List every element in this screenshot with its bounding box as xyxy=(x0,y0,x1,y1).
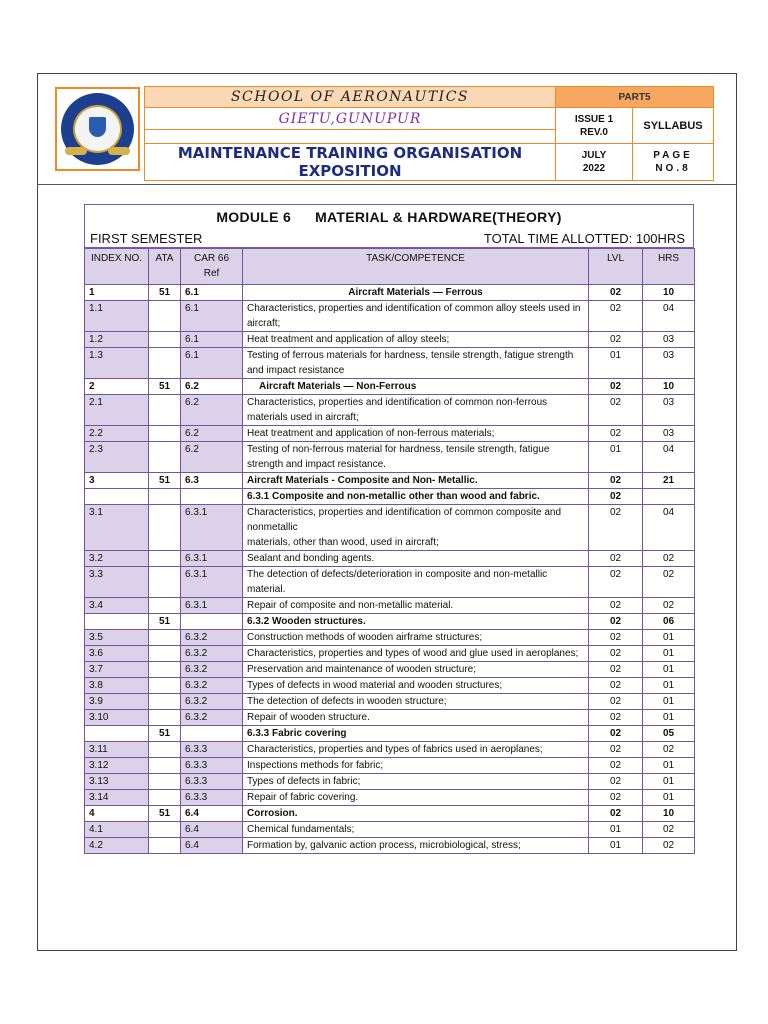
cell-hrs: 01 xyxy=(643,662,695,678)
col-lvl: LVL xyxy=(589,249,643,285)
cell-ata xyxy=(149,551,181,567)
cell-car: 6.4 xyxy=(181,822,243,838)
cell-ata xyxy=(149,426,181,442)
cell-task: 6.3.2 Wooden structures. xyxy=(243,614,589,630)
cell-ata xyxy=(149,838,181,854)
table-row xyxy=(85,505,695,551)
table-row xyxy=(85,614,695,630)
cell-hrs: 01 xyxy=(643,774,695,790)
cell-ata: 51 xyxy=(149,614,181,630)
table-row xyxy=(85,348,695,379)
cell-ata xyxy=(149,790,181,806)
table-row xyxy=(85,806,695,822)
cell-hrs: 01 xyxy=(643,710,695,726)
cell-ata xyxy=(149,630,181,646)
document-header xyxy=(144,86,714,181)
table-row xyxy=(85,473,695,489)
cell-car: 6.3.2 xyxy=(181,678,243,694)
cell-lvl: 02 xyxy=(589,395,643,426)
cell-hrs: 03 xyxy=(643,395,695,426)
cell-car: 6.3.2 xyxy=(181,694,243,710)
cell-ata xyxy=(149,348,181,379)
table-row xyxy=(85,489,695,505)
cell-task: Types of defects in fabric; xyxy=(243,774,589,790)
cell-task: Characteristics, properties and identification of common non-ferrous materials used in aircraft; xyxy=(243,395,589,426)
cell-car: 6.4 xyxy=(181,806,243,822)
cell-index: 3.9 xyxy=(85,694,149,710)
cell-lvl: 02 xyxy=(589,301,643,332)
cell-index: 3.4 xyxy=(85,598,149,614)
cell-index: 3.8 xyxy=(85,678,149,694)
cell-hrs: 03 xyxy=(643,332,695,348)
cell-index xyxy=(85,726,149,742)
cell-task: Corrosion. xyxy=(243,806,589,822)
table-row xyxy=(85,379,695,395)
cell-car: 6.3.2 xyxy=(181,662,243,678)
cell-car: 6.3.2 xyxy=(181,646,243,662)
cell-index: 1 xyxy=(85,285,149,301)
organisation-title: MAINTENANCE TRAINING ORGANISATION EXPOSITION xyxy=(145,144,556,181)
cell-hrs: 02 xyxy=(643,822,695,838)
cell-ata: 51 xyxy=(149,473,181,489)
cell-task: Types of defects in wood material and wooden structures; xyxy=(243,678,589,694)
cell-ata xyxy=(149,301,181,332)
cell-index: 2.2 xyxy=(85,426,149,442)
module-heading xyxy=(84,204,694,248)
part-label: PART5 xyxy=(556,87,714,108)
col-ata: ATA xyxy=(149,249,181,285)
cell-ata xyxy=(149,442,181,473)
cell-index: 3.1 xyxy=(85,505,149,551)
cell-task: Heat treatment and application of non-ferrous materials; xyxy=(243,426,589,442)
semester-label: FIRST SEMESTER xyxy=(90,231,203,246)
cell-lvl: 02 xyxy=(589,774,643,790)
cell-task: Formation by, galvanic action process, microbiological, stress; xyxy=(243,838,589,854)
cell-hrs: 04 xyxy=(643,301,695,332)
table-row xyxy=(85,598,695,614)
cell-car: 6.3.1 xyxy=(181,551,243,567)
cell-lvl: 02 xyxy=(589,505,643,551)
cell-car xyxy=(181,614,243,630)
cell-ata xyxy=(149,678,181,694)
cell-index: 2 xyxy=(85,379,149,395)
cell-task: Chemical fundamentals; xyxy=(243,822,589,838)
cell-car: 6.2 xyxy=(181,426,243,442)
cell-lvl: 02 xyxy=(589,285,643,301)
cell-ata xyxy=(149,662,181,678)
issue-info: ISSUE 1 REV.0 xyxy=(556,108,633,144)
cell-lvl: 02 xyxy=(589,662,643,678)
table-row xyxy=(85,442,695,473)
cell-car: 6.1 xyxy=(181,332,243,348)
cell-index: 1.3 xyxy=(85,348,149,379)
cell-car: 6.3.2 xyxy=(181,630,243,646)
cell-task: Characteristics, properties and identification of common composite and nonmetallic materials, other than wood, used in aircraft; xyxy=(243,505,589,551)
cell-task: Repair of composite and non-metallic material. xyxy=(243,598,589,614)
cell-index: 3.13 xyxy=(85,774,149,790)
cell-car: 6.3.3 xyxy=(181,790,243,806)
cell-car: 6.2 xyxy=(181,379,243,395)
cell-index xyxy=(85,614,149,630)
cell-index: 3.10 xyxy=(85,710,149,726)
cell-hrs: 01 xyxy=(643,630,695,646)
cell-task: Characteristics, properties and identification of common alloy steels used in aircraft; xyxy=(243,301,589,332)
institute-name: GIETU,GUNUPUR xyxy=(145,108,556,130)
syllabus-label: SYLLABUS xyxy=(633,108,714,144)
cell-hrs: 10 xyxy=(643,806,695,822)
cell-lvl: 01 xyxy=(589,442,643,473)
header-divider xyxy=(37,184,737,185)
cell-task: Characteristics, properties and types of wood and glue used in aeroplanes; xyxy=(243,646,589,662)
cell-ata xyxy=(149,505,181,551)
cell-task: The detection of defects in wooden structure; xyxy=(243,694,589,710)
cell-car: 6.3.3 xyxy=(181,774,243,790)
cell-task: Testing of ferrous materials for hardness, tensile strength, fatigue strength and impact resistance xyxy=(243,348,589,379)
cell-ata xyxy=(149,742,181,758)
cell-hrs: 02 xyxy=(643,551,695,567)
cell-car: 6.3.1 xyxy=(181,567,243,598)
cell-hrs xyxy=(643,489,695,505)
cell-lvl: 02 xyxy=(589,551,643,567)
cell-lvl: 02 xyxy=(589,742,643,758)
table-row xyxy=(85,662,695,678)
cell-car: 6.2 xyxy=(181,395,243,426)
cell-lvl: 02 xyxy=(589,598,643,614)
cell-ata xyxy=(149,332,181,348)
cell-hrs: 04 xyxy=(643,442,695,473)
university-seal-icon xyxy=(61,93,134,165)
cell-lvl: 02 xyxy=(589,726,643,742)
cell-car: 6.3.2 xyxy=(181,710,243,726)
cell-lvl: 02 xyxy=(589,806,643,822)
table-row xyxy=(85,774,695,790)
cell-task: Heat treatment and application of alloy steels; xyxy=(243,332,589,348)
page-number: PAGE NO.8 xyxy=(633,144,714,181)
cell-ata: 51 xyxy=(149,285,181,301)
cell-car: 6.1 xyxy=(181,348,243,379)
cell-task: 6.3.1 Composite and non-metallic other than wood and fabric. xyxy=(243,489,589,505)
cell-car xyxy=(181,489,243,505)
cell-lvl: 02 xyxy=(589,473,643,489)
cell-car: 6.3 xyxy=(181,473,243,489)
cell-car: 6.3.3 xyxy=(181,742,243,758)
cell-lvl: 02 xyxy=(589,694,643,710)
table-row xyxy=(85,710,695,726)
cell-car xyxy=(181,726,243,742)
cell-ata: 51 xyxy=(149,379,181,395)
cell-hrs: 02 xyxy=(643,838,695,854)
cell-hrs: 06 xyxy=(643,614,695,630)
university-logo xyxy=(55,87,140,171)
cell-lvl: 02 xyxy=(589,614,643,630)
cell-index: 4.2 xyxy=(85,838,149,854)
table-row xyxy=(85,551,695,567)
cell-index: 3.3 xyxy=(85,567,149,598)
cell-lvl: 02 xyxy=(589,567,643,598)
cell-task: Repair of wooden structure. xyxy=(243,710,589,726)
cell-lvl: 02 xyxy=(589,790,643,806)
col-hrs: HRS xyxy=(643,249,695,285)
cell-index: 3.2 xyxy=(85,551,149,567)
cell-lvl: 02 xyxy=(589,489,643,505)
cell-ata xyxy=(149,598,181,614)
cell-car: 6.3.3 xyxy=(181,758,243,774)
table-row xyxy=(85,301,695,332)
cell-car: 6.1 xyxy=(181,301,243,332)
table-row xyxy=(85,426,695,442)
cell-task: Repair of fabric covering. xyxy=(243,790,589,806)
cell-ata xyxy=(149,646,181,662)
cell-hrs: 03 xyxy=(643,426,695,442)
cell-hrs: 01 xyxy=(643,694,695,710)
table-row xyxy=(85,630,695,646)
cell-hrs: 02 xyxy=(643,598,695,614)
cell-lvl: 02 xyxy=(589,646,643,662)
cell-index xyxy=(85,489,149,505)
cell-lvl: 02 xyxy=(589,426,643,442)
cell-lvl: 02 xyxy=(589,332,643,348)
cell-task: 6.3.3 Fabric covering xyxy=(243,726,589,742)
table-row xyxy=(85,332,695,348)
cell-hrs: 02 xyxy=(643,742,695,758)
cell-index: 3.14 xyxy=(85,790,149,806)
cell-lvl: 02 xyxy=(589,710,643,726)
cell-hrs: 01 xyxy=(643,758,695,774)
table-row xyxy=(85,726,695,742)
cell-hrs: 21 xyxy=(643,473,695,489)
cell-index: 2.1 xyxy=(85,395,149,426)
table-row xyxy=(85,678,695,694)
cell-task: Aircraft Materials — Non-Ferrous xyxy=(243,379,589,395)
cell-hrs: 01 xyxy=(643,646,695,662)
cell-ata xyxy=(149,694,181,710)
cell-task: Characteristics, properties and types of fabrics used in aeroplanes; xyxy=(243,742,589,758)
cell-hrs: 05 xyxy=(643,726,695,742)
cell-lvl: 02 xyxy=(589,678,643,694)
cell-index: 3 xyxy=(85,473,149,489)
cell-car: 6.2 xyxy=(181,442,243,473)
cell-task: Aircraft Materials — Ferrous xyxy=(243,285,589,301)
col-task: TASK/COMPETENCE xyxy=(243,249,589,285)
table-row xyxy=(85,758,695,774)
cell-task: Aircraft Materials - Composite and Non- Metallic. xyxy=(243,473,589,489)
syllabus-table xyxy=(84,248,695,854)
module-title: MODULE 6 MATERIAL & HARDWARE(THEORY) xyxy=(216,209,562,225)
cell-index: 3.5 xyxy=(85,630,149,646)
school-name: SCHOOL OF AERONAUTICS xyxy=(145,87,556,108)
cell-hrs: 02 xyxy=(643,567,695,598)
cell-task: Construction methods of wooden airframe structures; xyxy=(243,630,589,646)
cell-lvl: 02 xyxy=(589,630,643,646)
cell-index: 4 xyxy=(85,806,149,822)
table-row xyxy=(85,822,695,838)
cell-car: 6.3.1 xyxy=(181,598,243,614)
cell-index: 3.6 xyxy=(85,646,149,662)
cell-lvl: 02 xyxy=(589,758,643,774)
cell-car: 6.3.1 xyxy=(181,505,243,551)
cell-ata xyxy=(149,567,181,598)
table-row xyxy=(85,790,695,806)
table-row xyxy=(85,395,695,426)
cell-car: 6.4 xyxy=(181,838,243,854)
cell-ata: 51 xyxy=(149,806,181,822)
col-index: INDEX NO. xyxy=(85,249,149,285)
cell-lvl: 01 xyxy=(589,838,643,854)
cell-lvl: 01 xyxy=(589,348,643,379)
cell-task: Preservation and maintenance of wooden structure; xyxy=(243,662,589,678)
col-car: CAR 66 Ref xyxy=(181,249,243,285)
cell-task: Sealant and bonding agents. xyxy=(243,551,589,567)
cell-hrs: 03 xyxy=(643,348,695,379)
cell-index: 3.11 xyxy=(85,742,149,758)
total-time: TOTAL TIME ALLOTTED: 100HRS xyxy=(483,231,685,246)
cell-index: 2.3 xyxy=(85,442,149,473)
cell-hrs: 01 xyxy=(643,790,695,806)
cell-lvl: 01 xyxy=(589,822,643,838)
cell-task: The detection of defects/deterioration in composite and non-metallic material. xyxy=(243,567,589,598)
table-row xyxy=(85,742,695,758)
cell-ata xyxy=(149,822,181,838)
cell-ata xyxy=(149,774,181,790)
cell-car: 6.1 xyxy=(181,285,243,301)
cell-index: 3.7 xyxy=(85,662,149,678)
cell-ata xyxy=(149,489,181,505)
cell-hrs: 04 xyxy=(643,505,695,551)
cell-ata xyxy=(149,710,181,726)
cell-ata xyxy=(149,395,181,426)
table-row xyxy=(85,646,695,662)
cell-index: 1.1 xyxy=(85,301,149,332)
cell-index: 3.12 xyxy=(85,758,149,774)
cell-task: Testing of non-ferrous material for hardness, tensile strength, fatigue strength and impact resistance. xyxy=(243,442,589,473)
cell-hrs: 01 xyxy=(643,678,695,694)
issue-date: JULY 2022 xyxy=(556,144,633,181)
cell-task: Inspections methods for fabric; xyxy=(243,758,589,774)
table-row xyxy=(85,285,695,301)
table-row xyxy=(85,567,695,598)
cell-index: 1.2 xyxy=(85,332,149,348)
table-row xyxy=(85,694,695,710)
cell-lvl: 02 xyxy=(589,379,643,395)
cell-ata xyxy=(149,758,181,774)
table-row xyxy=(85,838,695,854)
cell-ata: 51 xyxy=(149,726,181,742)
cell-index: 4.1 xyxy=(85,822,149,838)
cell-hrs: 10 xyxy=(643,379,695,395)
cell-hrs: 10 xyxy=(643,285,695,301)
